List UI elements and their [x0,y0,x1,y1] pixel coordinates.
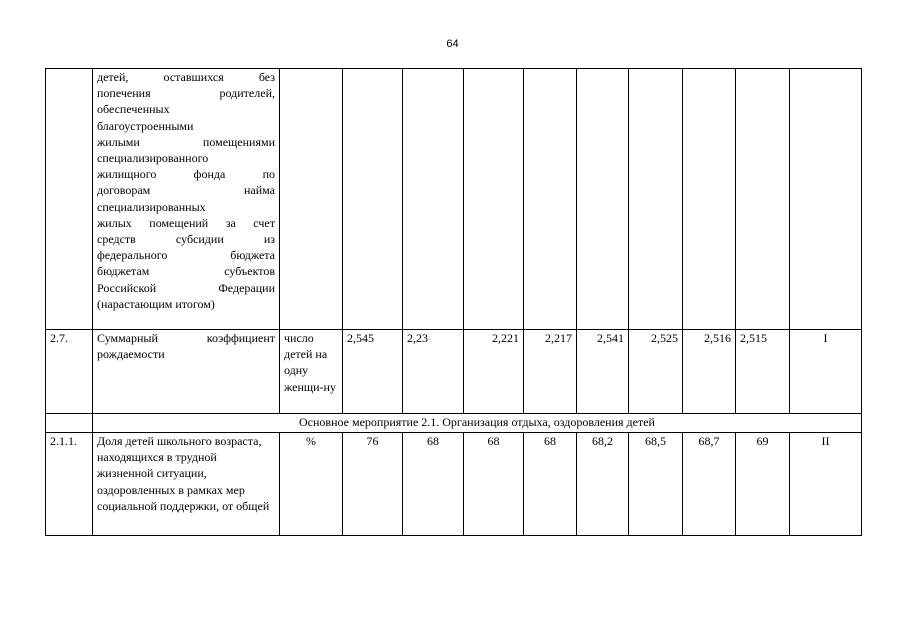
cell-value-3: 68 [464,433,524,536]
cell-empty [577,69,629,330]
cell-num-empty [46,414,93,433]
table-row-section [46,414,862,433]
table-row-2-1-1 [46,433,862,536]
table-row-2-7 [46,330,862,414]
cell-num: 2.1.1. [46,433,93,536]
cell-value-4: 68 [524,433,577,536]
cell-name-continuation: детей, оставшихся без попечения родителей, обеспеченных благоустроенными жилыми помещениями специализированного жилищного фонда по договорам найма специализированных жилых помещений за счет средств субсидии из федерального бюджета бюджетам субъектов Российской Федерации (нарастающим итогом) [93,69,280,330]
cell-empty [403,69,464,330]
table-row-continuation [46,69,862,330]
cell-category: II [790,433,862,536]
cell-value-8: 69 [736,433,790,536]
cell-value-4: 2,217 [524,330,577,414]
cell-value-2: 2,23 [403,330,464,414]
cell-category: I [790,330,862,414]
cell-value-7: 2,516 [683,330,736,414]
indicators-table [45,68,862,536]
cell-name: Суммарный коэффициент рождаемости [93,330,280,414]
page-number: 64 [446,38,459,50]
cell-value-1: 76 [343,433,403,536]
cell-unit: число детей на одну женщи-ну [280,330,343,414]
cell-num-empty [46,69,93,330]
cell-empty [790,69,862,330]
cell-name: Доля детей школьного возраста, находящихся в трудной жизненной ситуации, оздоровленных в рамках мер социальной поддержки, от общей [93,433,280,536]
cell-empty [736,69,790,330]
cell-num: 2.7. [46,330,93,414]
cell-empty [629,69,683,330]
cell-empty [464,69,524,330]
cell-value-6: 2,525 [629,330,683,414]
cell-value-7: 68,7 [683,433,736,536]
cell-value-5: 68,2 [577,433,629,536]
cell-value-5: 2,541 [577,330,629,414]
cell-value-6: 68,5 [629,433,683,536]
cell-empty [683,69,736,330]
cell-empty [280,69,343,330]
cell-value-3: 2,221 [464,330,524,414]
cell-empty [343,69,403,330]
cell-empty [524,69,577,330]
cell-value-1: 2,545 [343,330,403,414]
section-heading: Основное мероприятие 2.1. Организация отдыха, оздоровления детей [93,414,862,433]
cell-value-2: 68 [403,433,464,536]
cell-value-8: 2,515 [736,330,790,414]
cell-unit: % [280,433,343,536]
